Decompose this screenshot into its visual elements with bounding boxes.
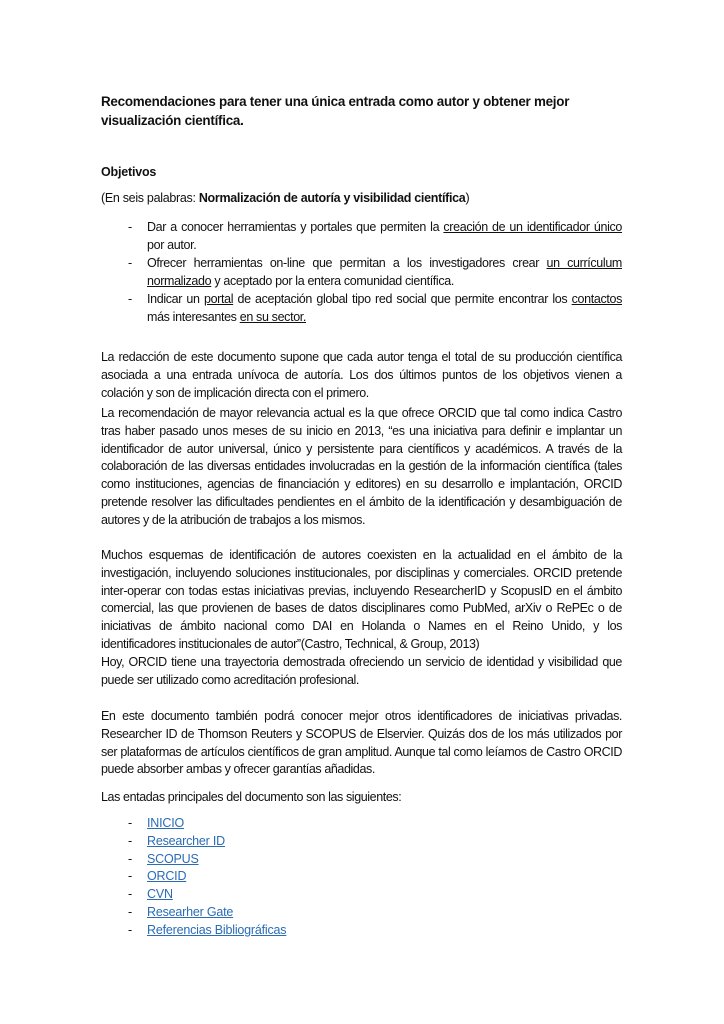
bullet-dash: -	[128, 922, 132, 937]
link-inicio[interactable]: INICIO	[147, 816, 184, 830]
six-words-suffix: )	[465, 191, 470, 205]
objective-text: Ofrecer herramientas on-line que permitan a los investigadores crear	[147, 256, 547, 270]
objective-text: y aceptado por la entera comunidad científica.	[211, 274, 454, 288]
paragraph-identification-schemes: Muchos esquemas de identificación de autores coexisten en la actualidad en el ámbito de la investigación, incluyendo soluciones institucionales, por disciplinas y comerciales. ORCID pretende inter-operar con todas estas iniciativas previas, incluyendo ResearcherID y ScopusID en el ámbito comercial, las que provienen de bases de datos disciplinares como PubMed, arXiv o RePEc o de iniciativas de ámbito nacional como DAI en Holanda o Names en el Reino Unido, y los identificadores institucionales de autor”(Castro, Technical, & Group, 2013)	[101, 548, 622, 651]
bullet-dash: -	[128, 292, 132, 306]
link-item	[101, 815, 286, 833]
link-item	[101, 868, 286, 886]
link-item	[101, 833, 286, 851]
objectives-heading: Objetivos	[101, 165, 157, 179]
objective-underlined: contactos	[571, 292, 622, 306]
bullet-dash: -	[128, 904, 132, 919]
bullet-dash: -	[128, 220, 132, 234]
objective-underlined: creación de un identificador único	[443, 220, 622, 234]
paragraph-intro: La redacción de este documento supone que cada autor tenga el total de su producción científica asociada a una entrada unívoca de autoría. Los dos últimos puntos de los objetivos vienen a colación y son de implicación directa con el primero.	[101, 350, 622, 400]
objectives-list	[101, 218, 622, 326]
paragraph-other-identifiers: En este documento también podrá conocer mejor otros identificadores de iniciativas privadas. Researcher ID de Thomson Reuters y SCOPUS de Elservier. Quizás dos de los más utilizados por ser plataformas de artículos científicos de gran amplitud. Aunque tal como leíamos de Castro ORCID puede absorber ambas y ofrecer garantías añadidas.	[101, 709, 622, 777]
link-researcher-id[interactable]: Researcher ID	[147, 833, 225, 848]
objective-text: Dar a conocer herramientas y portales que permiten la	[147, 220, 444, 234]
bullet-dash: -	[128, 887, 132, 902]
bullet-dash: -	[128, 851, 132, 866]
link-item	[101, 851, 286, 869]
objective-text: por autor.	[147, 238, 197, 252]
bullet-dash: -	[128, 833, 132, 848]
link-cvn[interactable]: CVN	[147, 887, 173, 902]
objective-item	[101, 290, 622, 326]
bullet-dash: -	[128, 256, 132, 270]
objective-underlined: en su sector.	[239, 310, 307, 324]
link-referencias-bibliograficas[interactable]: Referencias Bibliográficas	[147, 922, 287, 937]
bullet-dash: -	[128, 869, 132, 884]
paragraph-main-entries: Las entadas principales del documento son las siguientes:	[101, 790, 402, 804]
objective-text: Indicar un	[147, 292, 204, 306]
objective-item	[101, 254, 622, 290]
objective-text: de aceptación global tipo red social que permite encontrar los	[233, 292, 572, 306]
link-item	[101, 922, 286, 940]
link-scopus[interactable]: SCOPUS	[147, 851, 199, 866]
six-words-line	[101, 189, 469, 207]
document-title: Recomendaciones para tener una única entrada como autor y obtener mejor visualización científica.	[101, 94, 570, 128]
link-researher-gate[interactable]: Researher Gate	[147, 904, 234, 919]
paragraph-orcid-today: Hoy, ORCID tiene una trayectoria demostrada ofreciendo un servicio de identidad y visibilidad que puede ser utilizado como acreditación profesional.	[101, 655, 622, 687]
link-orcid[interactable]: ORCID	[147, 869, 187, 884]
six-words-bold: Normalización de autoría y visibilidad científica	[198, 191, 466, 205]
link-item	[101, 904, 286, 922]
six-words-prefix: (En seis palabras:	[101, 191, 199, 205]
bullet-dash: -	[128, 816, 132, 830]
document-links-list	[101, 815, 286, 940]
objective-underlined: un currículum normalizado	[147, 256, 622, 288]
paragraph-orcid-recommendation: La recomendación de mayor relevancia actual es la que ofrece ORCID que tal como indica Castro tras haber pasado unos meses de su inicio en 2013, “es una iniciativa para definir e implantar un identificador de autor universal, único y persistente para científicos y académicos. A través de la colaboración de las diversas entidades involucradas en la gestión de la información científica (tales como instituciones, agencias de financiación y editores) en su desarrollo e implantación, ORCID pretende resolver las dificultades pendientes en el ámbito de la identificación y desambiguación de autores y de la atribución de trabajos a los mismos.	[101, 406, 622, 527]
objective-underlined: portal	[203, 292, 234, 306]
link-item	[101, 886, 286, 904]
objective-item	[101, 218, 622, 254]
objective-text: más interesantes	[147, 310, 240, 324]
